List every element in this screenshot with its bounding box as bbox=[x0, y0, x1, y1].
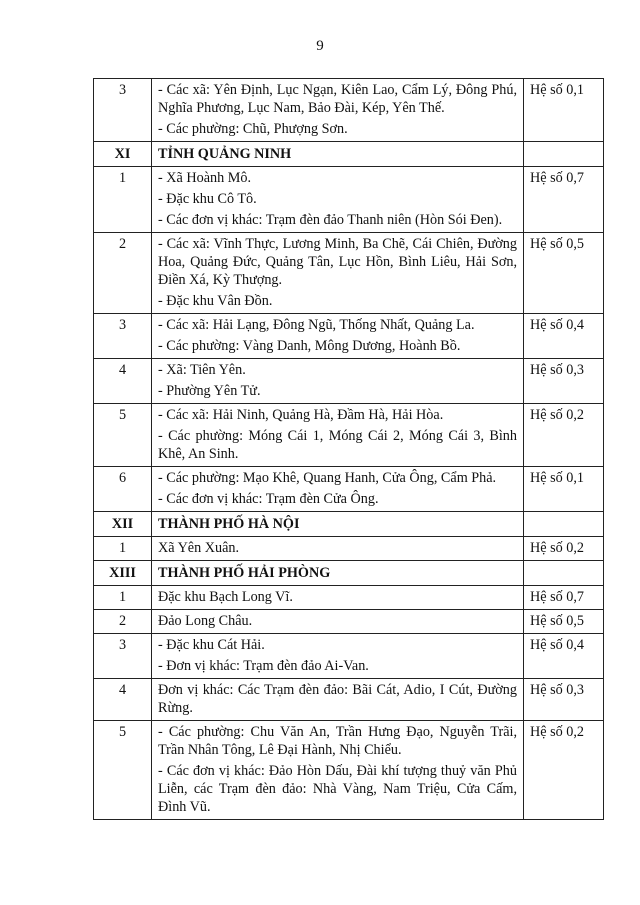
unit-line: - Các phường: Mạo Khê, Quang Hanh, Cửa Ông, Cẩm Phả. bbox=[158, 470, 497, 486]
unit-line: Xã Yên Xuân. bbox=[158, 540, 240, 556]
unit-list-cell bbox=[152, 537, 524, 561]
unit-line: Đặc khu Bạch Long Vĩ. bbox=[158, 589, 293, 605]
unit-line: - Các phường: Móng Cái 1, Móng Cái 2, Móng Cái 3, Bình Khê, An Sinh. bbox=[158, 428, 517, 462]
section-row bbox=[94, 561, 604, 586]
table-row bbox=[94, 679, 604, 721]
unit-line: - Các phường: Chu Văn An, Trần Hưng Đạo, Nguyễn Trãi, Trần Nhân Tông, Lê Đại Hành, Nhị Chiểu. bbox=[158, 724, 517, 758]
unit-line: Đơn vị khác: Các Trạm đèn đảo: Bãi Cát, Adio, I Cút, Đường Rừng. bbox=[158, 682, 517, 716]
table-row bbox=[94, 167, 604, 233]
unit-line: - Phường Yên Tử. bbox=[158, 383, 261, 399]
section-title: THÀNH PHỐ HÀ NỘI bbox=[152, 512, 524, 537]
table-row bbox=[94, 537, 604, 561]
section-row bbox=[94, 142, 604, 167]
table-row bbox=[94, 359, 604, 404]
coefficient: Hệ số 0,2 bbox=[524, 721, 604, 820]
coefficient: Hệ số 0,7 bbox=[524, 167, 604, 233]
unit-list-cell bbox=[152, 467, 524, 512]
section-coefficient-cell bbox=[524, 142, 604, 167]
allowance-coefficient-table bbox=[93, 78, 604, 820]
row-number: 1 bbox=[94, 167, 152, 233]
section-number: XI bbox=[94, 142, 152, 167]
table-row bbox=[94, 634, 604, 679]
table-row bbox=[94, 467, 604, 512]
unit-line: - Các xã: Hải Lạng, Đông Ngũ, Thống Nhất, Quảng La. bbox=[158, 317, 475, 333]
table-row bbox=[94, 233, 604, 314]
unit-line: - Đặc khu Cát Hải. bbox=[158, 637, 265, 653]
table-row bbox=[94, 79, 604, 142]
table-row bbox=[94, 721, 604, 820]
unit-line: - Các đơn vị khác: Trạm đèn đảo Thanh niên (Hòn Sói Đen). bbox=[158, 212, 503, 228]
section-coefficient-cell bbox=[524, 512, 604, 537]
unit-line: - Các xã: Hải Ninh, Quảng Hà, Đầm Hà, Hải Hòa. bbox=[158, 407, 444, 423]
unit-list-cell bbox=[152, 404, 524, 467]
section-title: TỈNH QUẢNG NINH bbox=[152, 142, 524, 167]
unit-list-cell bbox=[152, 610, 524, 634]
row-number: 1 bbox=[94, 537, 152, 561]
row-number: 3 bbox=[94, 79, 152, 142]
coefficient: Hệ số 0,7 bbox=[524, 586, 604, 610]
coefficient: Hệ số 0,4 bbox=[524, 634, 604, 679]
row-number: 1 bbox=[94, 586, 152, 610]
unit-line: Đảo Long Châu. bbox=[158, 613, 253, 629]
unit-list-cell bbox=[152, 359, 524, 404]
coefficient: Hệ số 0,3 bbox=[524, 359, 604, 404]
coefficient: Hệ số 0,5 bbox=[524, 233, 604, 314]
unit-list-cell bbox=[152, 634, 524, 679]
coefficient: Hệ số 0,2 bbox=[524, 404, 604, 467]
section-row bbox=[94, 512, 604, 537]
row-number: 2 bbox=[94, 233, 152, 314]
table-row bbox=[94, 314, 604, 359]
unit-line: - Đơn vị khác: Trạm đèn đảo Ai-Van. bbox=[158, 658, 369, 674]
table-row bbox=[94, 610, 604, 634]
unit-list-cell bbox=[152, 721, 524, 820]
coefficient: Hệ số 0,5 bbox=[524, 610, 604, 634]
unit-line: - Xã: Tiên Yên. bbox=[158, 362, 246, 378]
unit-list-cell bbox=[152, 233, 524, 314]
row-number: 6 bbox=[94, 467, 152, 512]
unit-line: - Các đơn vị khác: Trạm đèn Cửa Ông. bbox=[158, 491, 379, 507]
unit-list-cell bbox=[152, 679, 524, 721]
row-number: 3 bbox=[94, 634, 152, 679]
row-number: 4 bbox=[94, 359, 152, 404]
section-coefficient-cell bbox=[524, 561, 604, 586]
coefficient: Hệ số 0,4 bbox=[524, 314, 604, 359]
table-row bbox=[94, 586, 604, 610]
coefficient: Hệ số 0,3 bbox=[524, 679, 604, 721]
unit-line: - Đặc khu Cô Tô. bbox=[158, 191, 257, 207]
unit-line: - Các xã: Vĩnh Thực, Lương Minh, Ba Chẽ, Cái Chiên, Đường Hoa, Quảng Đức, Quảng Tân, Lục Hồn, Bình Liêu, Hải Sơn, Điền Xá, Kỳ Thượng. bbox=[158, 236, 517, 288]
table-row bbox=[94, 404, 604, 467]
unit-line: - Các phường: Vàng Danh, Mông Dương, Hoành Bồ. bbox=[158, 338, 461, 354]
row-number: 5 bbox=[94, 721, 152, 820]
row-number: 5 bbox=[94, 404, 152, 467]
unit-list-cell bbox=[152, 314, 524, 359]
unit-list-cell bbox=[152, 586, 524, 610]
section-number: XII bbox=[94, 512, 152, 537]
coefficient: Hệ số 0,1 bbox=[524, 79, 604, 142]
unit-line: - Đặc khu Vân Đồn. bbox=[158, 293, 273, 309]
coefficient: Hệ số 0,2 bbox=[524, 537, 604, 561]
page-number: 9 bbox=[316, 38, 324, 54]
section-number: XIII bbox=[94, 561, 152, 586]
coefficient: Hệ số 0,1 bbox=[524, 467, 604, 512]
unit-list-cell bbox=[152, 79, 524, 142]
row-number: 2 bbox=[94, 610, 152, 634]
unit-line: - Các xã: Yên Định, Lục Ngạn, Kiên Lao, Cẩm Lý, Đông Phú, Nghĩa Phương, Lục Nam, Bảo Đài, Kép, Yên Thế. bbox=[158, 82, 517, 116]
row-number: 4 bbox=[94, 679, 152, 721]
section-title: THÀNH PHỐ HẢI PHÒNG bbox=[152, 561, 524, 586]
unit-list-cell bbox=[152, 167, 524, 233]
row-number: 3 bbox=[94, 314, 152, 359]
unit-line: - Các đơn vị khác: Đảo Hòn Dấu, Đài khí tượng thuỷ văn Phủ Liễn, các Trạm đèn đảo: Nhà Vàng, Nam Triệu, Cửa Cấm, Đình Vũ. bbox=[158, 763, 517, 815]
table-body bbox=[94, 79, 604, 820]
unit-line: - Các phường: Chũ, Phượng Sơn. bbox=[158, 121, 348, 137]
unit-line: - Xã Hoành Mô. bbox=[158, 170, 251, 186]
